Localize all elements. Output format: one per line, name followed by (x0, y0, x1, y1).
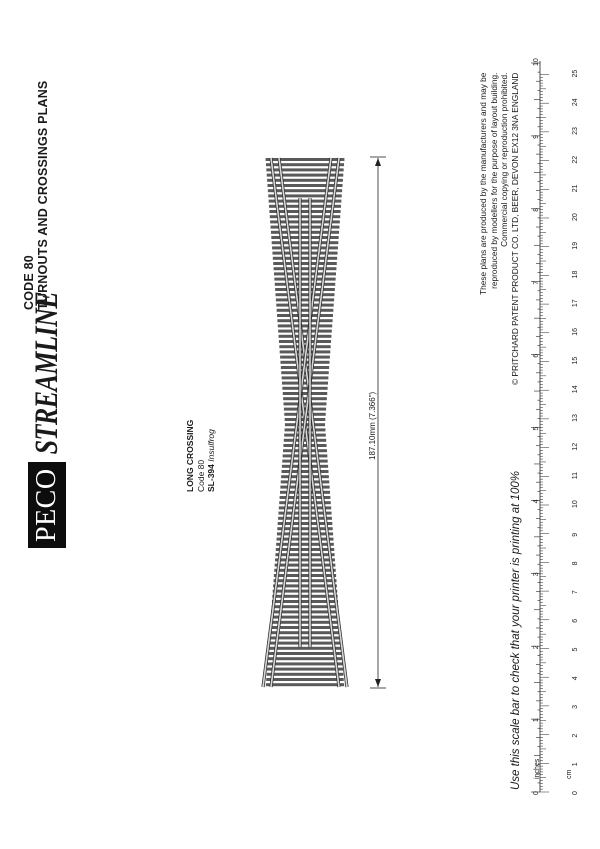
cm-tick-label: 3 (572, 704, 579, 709)
sleeper (268, 189, 342, 192)
cm-tick-label: 4 (572, 676, 579, 681)
inch-tick-label: 6 (533, 353, 540, 358)
arrow-up-icon (375, 158, 381, 166)
notice-line-2: reproduced by modellers for the purpose of layout building. (488, 72, 499, 289)
sleeper (274, 574, 336, 577)
sleeper (266, 158, 345, 161)
notice-line-3: Commercial copying or reproduction prohibited. (499, 72, 510, 247)
product-code: Code 80 (195, 459, 206, 492)
cm-tick-label: 0 (572, 791, 579, 795)
sleeper (274, 267, 337, 270)
cm-tick-label: 16 (572, 327, 579, 336)
sleeper (276, 543, 334, 546)
sleeper (273, 262, 337, 265)
cm-tick-label: 13 (572, 414, 579, 422)
sleeper (268, 657, 342, 660)
sleeper (278, 330, 332, 333)
sleeper (274, 272, 336, 275)
sleeper (283, 444, 326, 447)
arrow-down-icon (375, 679, 381, 687)
peco-logo-box: PECO (28, 462, 66, 548)
cm-tick-label: 2 (572, 733, 579, 738)
cm-tick-label: 12 (572, 442, 579, 451)
sleeper (282, 387, 327, 390)
cm-tick-label: 20 (572, 213, 579, 221)
notice-line-4: © PRITCHARD PATENT PRODUCT CO. LTD, BEER, DEVON EX12 3NA ENGLAND (509, 72, 520, 385)
sleeper (278, 522, 333, 525)
sleeper (267, 184, 342, 187)
sleeper (283, 397, 327, 400)
sleeper (266, 683, 344, 686)
sleeper (269, 647, 342, 650)
inch-tick-label: 5 (533, 426, 540, 431)
product-label (185, 420, 217, 492)
cm-tick-label: 18 (572, 270, 579, 279)
sleeper (266, 678, 344, 681)
sleeper (277, 527, 332, 530)
title-subtitle: TURNOUTS AND CROSSINGS PLANS (36, 80, 50, 310)
notice-line-1: These plans are produced by the manufacturers and may be (478, 72, 488, 295)
cm-tick-label: 22 (572, 155, 579, 164)
sleeper (270, 631, 341, 634)
sleeper (267, 668, 343, 671)
streamline-logo-word: STREAMLINE (28, 291, 65, 455)
sleeper (282, 470, 329, 473)
cm-tick-label: 10 (572, 500, 579, 508)
product-name: LONG CROSSING (185, 419, 195, 492)
cm-tick-label: 15 (572, 356, 579, 365)
sleeper (279, 335, 332, 338)
sleeper (282, 382, 328, 385)
inch-tick-label: 8 (533, 207, 540, 212)
cm-tick-label: 11 (572, 472, 579, 480)
sleeper (284, 402, 327, 405)
sleeper (269, 642, 341, 645)
cm-tick-label: 23 (572, 127, 579, 135)
sleeper (277, 309, 334, 312)
sleeper (284, 439, 326, 442)
sleeper (267, 673, 344, 676)
sleeper (278, 324, 332, 327)
sleeper (276, 304, 333, 307)
inch-tick-label: 9 (533, 134, 540, 139)
sleeper (275, 283, 336, 286)
dimension-label: 187.10mm (7.366") (368, 391, 377, 460)
sleeper (268, 194, 341, 197)
peco-streamline-logo (28, 292, 66, 548)
sleeper (267, 174, 344, 177)
inch-tick-label: 4 (533, 499, 540, 504)
sleeper (283, 392, 327, 395)
cm-tick-label: 24 (572, 98, 579, 107)
product-sku: SL-394 (206, 464, 216, 492)
cm-tick-label: 5 (572, 647, 579, 652)
inch-tick-label: 10 (533, 58, 540, 66)
sleeper (277, 319, 332, 322)
sleeper (266, 168, 343, 171)
cm-tick-label: 21 (572, 184, 579, 193)
sleeper (282, 460, 327, 463)
cm-tick-label: 14 (572, 385, 579, 394)
sleeper (267, 662, 342, 665)
sleeper (283, 449, 327, 452)
sleeper (269, 636, 340, 639)
copyright-notice (478, 73, 520, 385)
sleeper (274, 569, 335, 572)
sleeper (276, 298, 334, 301)
sleeper (274, 278, 335, 281)
print-check-instruction: Use this scale bar to check that your printer is printing at 100% (510, 471, 522, 790)
sleeper (270, 215, 340, 218)
inch-tick-label: 1 (533, 718, 540, 723)
sleeper (276, 293, 335, 296)
scale-unit-inches: inches (534, 758, 541, 779)
sleeper (268, 652, 342, 655)
sleeper (269, 205, 341, 208)
inch-tick-label: 0 (533, 791, 540, 795)
title-code: CODE 80 (22, 255, 36, 310)
inch-tick-label: 7 (533, 280, 540, 285)
sleeper (282, 465, 328, 468)
cm-tick-label: 8 (572, 561, 579, 566)
sleeper (277, 538, 334, 541)
sleeper (269, 200, 342, 203)
sleeper (266, 163, 344, 166)
sleeper (270, 626, 340, 629)
cm-tick-label: 25 (572, 69, 579, 78)
sleeper (275, 553, 334, 556)
sleeper (283, 454, 328, 457)
cm-tick-label: 9 (572, 532, 579, 537)
sleeper (277, 532, 333, 535)
scale-bar (530, 55, 590, 800)
sleeper (267, 179, 343, 182)
sleeper (282, 376, 329, 379)
page-title (22, 81, 50, 310)
sleeper (269, 210, 340, 213)
cm-tick-label: 19 (572, 241, 579, 250)
cm-tick-label: 7 (572, 590, 579, 595)
sleeper (275, 564, 336, 567)
cm-tick-label: 1 (572, 762, 579, 767)
sleeper (276, 548, 334, 551)
cm-tick-label: 17 (572, 299, 579, 308)
sleeper (275, 288, 335, 291)
scale-unit-cm: cm (566, 769, 573, 779)
inch-tick-label: 3 (533, 572, 540, 577)
sleeper (279, 340, 331, 343)
sleeper (277, 314, 333, 317)
track-plan-drawing (255, 150, 355, 695)
inch-tick-label: 2 (533, 645, 540, 650)
sleeper (275, 558, 335, 561)
product-variant: Insulfrog (206, 429, 216, 462)
cm-tick-label: 6 (572, 618, 579, 623)
